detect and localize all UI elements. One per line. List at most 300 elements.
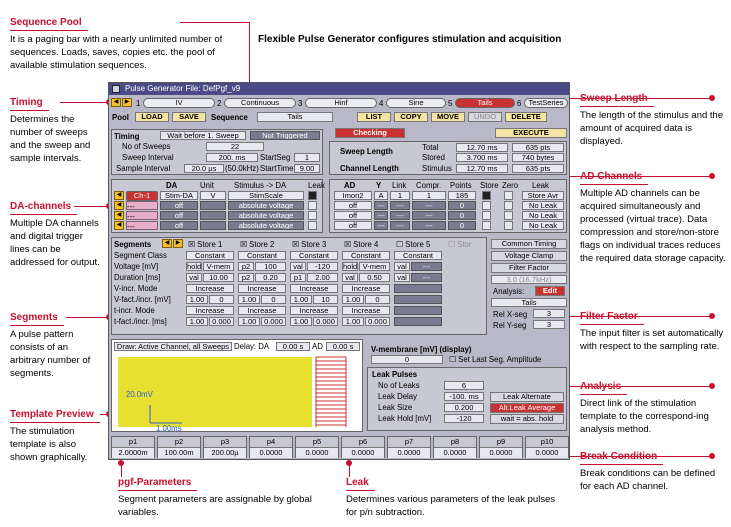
list-button[interactable]: LIST bbox=[357, 112, 391, 122]
ad-y-field[interactable]: --- bbox=[374, 221, 388, 230]
param-value[interactable]: 0.0000 bbox=[526, 447, 568, 458]
annotation-text: The input filter is set automatically with respect to the sampling rate. bbox=[580, 327, 724, 352]
connector-line bbox=[570, 98, 712, 99]
ad-compr-field[interactable]: --- bbox=[412, 201, 446, 210]
analysis-method-select[interactable]: Tails bbox=[491, 298, 567, 307]
annotation-title: Leak bbox=[346, 476, 375, 491]
ad-select[interactable]: off bbox=[334, 221, 372, 230]
leak-alternate-toggle[interactable]: Leak Alternate bbox=[490, 392, 564, 402]
t-incr-mode[interactable]: Increase bbox=[238, 306, 286, 315]
copy-button[interactable]: COPY bbox=[394, 112, 428, 122]
annotation-title: Sequence Pool bbox=[10, 16, 88, 31]
annotation-title bbox=[580, 92, 654, 107]
ad-compr-field[interactable]: --- bbox=[412, 211, 446, 220]
param-value[interactable]: 0.0000 bbox=[296, 447, 338, 458]
da-channel-name-text: --- bbox=[127, 202, 135, 211]
store-label: Stor bbox=[457, 240, 472, 249]
total-ms-readout: 12.70 ms bbox=[456, 143, 508, 152]
param-p1[interactable] bbox=[111, 436, 155, 458]
param-p9[interactable] bbox=[479, 436, 523, 458]
annotation-text: It is a paging bar with a nearly unlimited number of sequences. Loads, saves, copies etc. the pool of available stimulation sequences. bbox=[10, 33, 223, 72]
connector-line bbox=[570, 316, 712, 317]
v-incr-field[interactable]: 0 bbox=[261, 295, 286, 304]
sample-interval-field[interactable]: 20.0 µs bbox=[184, 164, 224, 173]
ad-y-field[interactable]: --- bbox=[374, 211, 388, 220]
da-channel-name[interactable] bbox=[126, 221, 158, 230]
tab-number: 6 bbox=[517, 99, 522, 108]
connector-dot bbox=[709, 173, 715, 179]
segment-class-select[interactable]: Constant bbox=[238, 251, 286, 260]
wait-abs-hold-toggle[interactable]: wait = abs. hold bbox=[490, 414, 564, 424]
annotation-text: The stimulation template is also shown graphically. bbox=[10, 425, 88, 464]
execute-button[interactable]: EXECUTE bbox=[495, 128, 567, 138]
segment-row-label: Voltage [mV] bbox=[114, 262, 159, 271]
annotation-text: Direct link of the stimulation template to the correspond-ing analysis method. bbox=[580, 397, 709, 436]
delay-da-label: Delay: DA bbox=[234, 342, 270, 351]
param-p2[interactable] bbox=[157, 436, 201, 458]
page-left-icon[interactable]: ◀ bbox=[111, 98, 121, 107]
total-pts-readout: 635 pts bbox=[512, 143, 564, 152]
template-preview bbox=[111, 339, 363, 432]
annotation-title: DA-channels bbox=[10, 200, 77, 215]
param-p4[interactable] bbox=[249, 436, 293, 458]
v-fact-field[interactable] bbox=[394, 295, 442, 304]
annotation-da-channels bbox=[10, 200, 102, 269]
ad-points-field[interactable]: 0 bbox=[448, 201, 476, 210]
duration-field[interactable]: 0.50 bbox=[359, 273, 390, 282]
delay-ad-field[interactable]: 0.00 s bbox=[326, 342, 360, 351]
connector-dot bbox=[118, 460, 124, 466]
pool-label: Pool bbox=[112, 113, 129, 122]
sweep-interval-field[interactable]: 200. ms bbox=[206, 153, 258, 162]
param-name: p1 bbox=[128, 437, 138, 446]
startseg-label: StartSeg bbox=[260, 153, 291, 162]
ad-points-field[interactable]: 0 bbox=[448, 221, 476, 230]
v-incr-mode[interactable]: Increase bbox=[290, 284, 338, 293]
leak-delay-field[interactable]: -100. ms bbox=[444, 392, 484, 401]
sweep-length-panel bbox=[329, 141, 567, 175]
rel-y-seg-field[interactable]: 3 bbox=[533, 320, 565, 329]
rel-y-seg-label: Rel Y-seg bbox=[493, 321, 527, 330]
param-name: p9 bbox=[496, 437, 506, 446]
da-channel-name[interactable] bbox=[126, 201, 158, 210]
t-fact-field[interactable]: 1.00 bbox=[290, 317, 312, 326]
duration-field[interactable]: 0.20 bbox=[255, 273, 286, 282]
leak-checkbox[interactable] bbox=[308, 201, 317, 210]
store-6-checkbox[interactable]: ☐ Stor bbox=[448, 240, 472, 249]
store-checkbox[interactable] bbox=[482, 221, 491, 230]
alt-leak-average-toggle[interactable]: Alt.Leak Average bbox=[490, 403, 564, 413]
param-value[interactable]: 100.00m bbox=[158, 447, 200, 458]
connector-line bbox=[180, 22, 250, 23]
connector-line bbox=[74, 206, 108, 207]
connector-dot bbox=[709, 453, 715, 459]
link-header: Link bbox=[392, 181, 407, 190]
tab-number: 3 bbox=[298, 99, 303, 108]
store-label: Store 4 bbox=[353, 240, 379, 249]
ad-y-field[interactable]: A bbox=[374, 191, 388, 200]
leak-header: Leak bbox=[532, 181, 549, 190]
sample-rate-readout: (50.0kHz) bbox=[225, 164, 259, 173]
startseg-field[interactable]: 1 bbox=[294, 153, 320, 162]
annotation-analysis bbox=[580, 380, 726, 436]
annotation-template-preview bbox=[10, 408, 106, 464]
trigger-mode-toggle[interactable]: Not Triggered bbox=[250, 131, 320, 140]
param-value[interactable]: 2.0000m bbox=[112, 447, 154, 458]
sweep-interval-label: Sweep Interval bbox=[122, 153, 174, 162]
stimulus-pts-readout: 635 pts bbox=[512, 164, 564, 173]
duration-field[interactable]: 10.00 bbox=[203, 273, 234, 282]
t-incr-mode[interactable]: Increase bbox=[342, 306, 390, 315]
voltage-field[interactable]: -120 bbox=[307, 262, 338, 271]
zero-checkbox[interactable] bbox=[504, 191, 513, 200]
timing-panel bbox=[111, 129, 323, 175]
leak-checkbox[interactable] bbox=[308, 221, 317, 230]
segment-row-label: V-incr. Mode bbox=[114, 284, 158, 293]
v-incr-mode[interactable]: Increase bbox=[342, 284, 390, 293]
ad-select[interactable]: off bbox=[334, 201, 372, 210]
sweep-length-label: Sweep Length bbox=[340, 147, 393, 156]
leak-header: Leak bbox=[308, 181, 325, 190]
wait-before-sweep-toggle[interactable]: Wait before 1. Sweep bbox=[160, 131, 246, 140]
annotation-text: Multiple AD channels can be acquired simultaneously and processed (virtual trace). Data compression and store/non-store flags on individual traces reduces the required data storage capacity. bbox=[580, 187, 726, 265]
da-channel-name[interactable]: Ch-1 bbox=[126, 191, 158, 201]
ad-link-field[interactable]: --- bbox=[390, 201, 410, 210]
stored-ms-readout: 3.700 ms bbox=[456, 153, 508, 162]
sequence-name-field[interactable]: Tails bbox=[257, 112, 333, 122]
store-label: Store 3 bbox=[301, 240, 327, 249]
ad-link-field[interactable]: 1 bbox=[390, 191, 410, 200]
tab-iv[interactable]: IV bbox=[143, 98, 215, 108]
annotation-leak bbox=[346, 476, 558, 519]
t-incr-mode[interactable] bbox=[394, 306, 442, 315]
zero-checkbox[interactable] bbox=[504, 221, 513, 230]
annotation-text: Determines various parameters of the leak pulses for p/n subtraction. bbox=[346, 493, 556, 518]
tab-hinf[interactable]: Hinf bbox=[305, 98, 377, 108]
voltage-mode[interactable]: hold bbox=[187, 262, 202, 271]
starttime-field[interactable]: 9.00 bbox=[294, 164, 320, 173]
param-name: p2 bbox=[174, 437, 184, 446]
headline: Flexible Pulse Generator configures stimulation and acquisition bbox=[258, 34, 562, 45]
segment-class-select[interactable]: Constant bbox=[186, 251, 234, 260]
save-button[interactable]: SAVE bbox=[172, 112, 206, 122]
no-of-leaks-field[interactable]: 6 bbox=[444, 381, 484, 390]
draw-mode-select[interactable]: Draw: Active Channel, all Sweeps bbox=[114, 342, 232, 351]
leak-checkbox[interactable] bbox=[308, 191, 317, 200]
duration-field[interactable]: 2.00 bbox=[307, 273, 338, 282]
timing-title: Timing bbox=[114, 132, 140, 141]
window-title: Pulse Generator File: DefPgf_v9 bbox=[125, 84, 241, 93]
annotation-ad-channels bbox=[580, 170, 726, 265]
param-value[interactable]: 200.00µ bbox=[204, 447, 246, 458]
v-fact-field[interactable]: 1.00 bbox=[290, 295, 312, 304]
voltage-field[interactable]: --- bbox=[411, 262, 442, 271]
da-unit[interactable] bbox=[200, 211, 226, 220]
sample-interval-label: Sample Interval bbox=[116, 164, 171, 173]
leak-panel bbox=[367, 367, 567, 431]
annotation-segments bbox=[10, 311, 102, 380]
leak-hold-label: Leak Hold [mV] bbox=[378, 414, 432, 423]
tab-number: 4 bbox=[379, 99, 384, 108]
da-unit[interactable] bbox=[200, 201, 226, 210]
voltage-field[interactable]: V-mem bbox=[203, 262, 234, 271]
segment-left-icon[interactable]: ◀ bbox=[162, 239, 172, 248]
set-last-seg-checkbox[interactable]: ☐ Set Last Seg. Amplitude bbox=[449, 355, 542, 364]
param-name: p10 bbox=[540, 437, 554, 446]
analysis-label: Analysis: bbox=[493, 287, 525, 296]
segment-row-label: t-incr. Mode bbox=[114, 306, 155, 315]
da-select[interactable]: Stim-DA bbox=[160, 191, 198, 200]
da-row-toggle-icon[interactable]: ◀ bbox=[114, 221, 124, 230]
t-fact-field[interactable]: 1.00 bbox=[342, 317, 364, 326]
t-incr-field[interactable]: 0.000 bbox=[365, 317, 390, 326]
page-right-icon[interactable]: ▶ bbox=[122, 98, 132, 107]
compr-header: Compr. bbox=[416, 181, 442, 190]
segment-row-label: Duration [ms] bbox=[114, 273, 161, 282]
stored-label: Stored bbox=[422, 153, 445, 162]
segment-row-label: V-fact./incr. [mV] bbox=[114, 295, 171, 304]
annotation-title bbox=[580, 450, 663, 465]
param-value[interactable]: 0.0000 bbox=[434, 447, 476, 458]
t-incr-mode[interactable]: Increase bbox=[290, 306, 338, 315]
leak-checkbox[interactable] bbox=[308, 211, 317, 220]
v-membrane-label: V-membrane [mV] (display) bbox=[371, 345, 472, 354]
da-unit[interactable]: V bbox=[200, 191, 226, 200]
stimulus-ms-readout: 12.70 ms bbox=[456, 164, 508, 173]
param-name: p5 bbox=[312, 437, 322, 446]
edit-analysis-button[interactable]: Edit bbox=[535, 286, 565, 296]
da-channel-name-text: --- bbox=[127, 222, 135, 231]
template-sweeps bbox=[316, 357, 346, 427]
points-header: Points bbox=[450, 181, 472, 190]
da-select[interactable]: off bbox=[160, 211, 198, 220]
store-1-checkbox[interactable]: ☒ Store 1 bbox=[188, 240, 223, 249]
ad-leak-select[interactable]: Store Avr bbox=[522, 191, 564, 200]
ad-points-field[interactable]: 0 bbox=[448, 211, 476, 220]
zero-header: Zero bbox=[502, 181, 519, 190]
segment-class-select[interactable]: Constant bbox=[394, 251, 442, 260]
stimulus-mode[interactable]: StimScale bbox=[228, 191, 304, 200]
annotation-text: The length of the stimulus and the amount of acquired data is displayed. bbox=[580, 109, 724, 148]
no-sweeps-label: No of Sweeps bbox=[122, 142, 171, 151]
leak-size-field[interactable]: 0.200 bbox=[444, 403, 484, 412]
v-incr-mode[interactable]: Increase bbox=[238, 284, 286, 293]
pgf-parameter-row bbox=[111, 436, 567, 458]
store-checkbox[interactable] bbox=[482, 191, 491, 200]
param-name: p8 bbox=[450, 437, 460, 446]
connector-dot bbox=[709, 383, 715, 389]
store-header: Store bbox=[480, 181, 499, 190]
annotation-title: Segments bbox=[10, 311, 64, 326]
annotation-text: Segment parameters are assignable by global variables. bbox=[118, 493, 312, 518]
annotation-timing bbox=[10, 96, 102, 165]
store-checkbox[interactable] bbox=[482, 211, 491, 220]
move-button[interactable]: MOVE bbox=[431, 112, 465, 122]
store-2-checkbox[interactable]: ☒ Store 2 bbox=[240, 240, 275, 249]
t-incr-field[interactable]: 0.000 bbox=[261, 317, 286, 326]
v-fact-field[interactable]: 1.00 bbox=[238, 295, 260, 304]
ad-select[interactable]: off bbox=[334, 211, 372, 220]
window-title-bar bbox=[109, 83, 569, 95]
voltage-mode[interactable]: val bbox=[290, 262, 306, 271]
voltage-field[interactable]: 100 bbox=[255, 262, 286, 271]
duration-mode[interactable]: val bbox=[342, 273, 358, 282]
starttime-label: StartTime bbox=[260, 164, 294, 173]
sequence-label: Sequence bbox=[211, 113, 248, 122]
v-incr-field[interactable]: 0 bbox=[365, 295, 390, 304]
leak-size-label: Leak Size bbox=[378, 403, 413, 412]
connector-line bbox=[60, 102, 108, 103]
segment-class-select[interactable]: Constant bbox=[342, 251, 390, 260]
ad-compr-field[interactable]: --- bbox=[412, 221, 446, 230]
t-fact-field[interactable]: 1.00 bbox=[186, 317, 208, 326]
voltage-mode[interactable]: val bbox=[394, 262, 410, 271]
annotation-text: Break conditions can be defined for each AD channel. bbox=[580, 467, 716, 492]
param-value[interactable]: 0.0000 bbox=[342, 447, 384, 458]
filter-factor-field[interactable]: 3.0 (16.7kHz) bbox=[491, 275, 567, 284]
duration-mode[interactable]: p1 bbox=[290, 273, 306, 282]
ad-link-field[interactable]: --- bbox=[390, 211, 410, 220]
total-label: Total bbox=[422, 143, 439, 152]
leak-pulses-title: Leak Pulses bbox=[372, 370, 418, 379]
v-incr-field[interactable]: 10 bbox=[313, 295, 338, 304]
duration-mode[interactable]: val bbox=[394, 273, 410, 282]
common-timing-button[interactable]: Common Timing bbox=[491, 239, 567, 249]
connector-dot bbox=[709, 95, 715, 101]
da-channel-name[interactable] bbox=[126, 211, 158, 220]
v-fact-field[interactable]: 1.00 bbox=[186, 295, 208, 304]
duration-field[interactable]: --- bbox=[411, 273, 442, 282]
ad-header: AD bbox=[344, 181, 356, 190]
annotation-title bbox=[580, 310, 644, 325]
param-p7[interactable] bbox=[387, 436, 431, 458]
param-p5[interactable] bbox=[295, 436, 339, 458]
stimulus-mode[interactable]: absolute voltage bbox=[228, 201, 304, 210]
close-icon[interactable] bbox=[112, 85, 120, 93]
annotation-title bbox=[580, 380, 627, 395]
leak-hold-field[interactable]: -120 bbox=[444, 414, 484, 423]
tab-continuous[interactable]: Continuous bbox=[224, 98, 296, 108]
voltage-clamp-button[interactable]: Voltage Clamp bbox=[491, 251, 567, 261]
stimulus-mode[interactable]: absolute voltage bbox=[228, 211, 304, 220]
annotation-text: Determines the number of sweeps and the sweep and sample intervals. bbox=[10, 113, 91, 165]
t-incr-field[interactable]: 0.000 bbox=[209, 317, 234, 326]
store-4-checkbox[interactable]: ☒ Store 4 bbox=[344, 240, 379, 249]
load-button[interactable]: LOAD bbox=[135, 112, 169, 122]
da-row-toggle-icon[interactable]: ◀ bbox=[114, 211, 124, 220]
store-5-checkbox[interactable]: ☐ Store 5 bbox=[396, 240, 431, 249]
da-row-toggle-icon[interactable]: ◀ bbox=[114, 201, 124, 210]
connector-dot bbox=[346, 460, 352, 466]
voltage-scale-label: 20.0mV bbox=[126, 390, 153, 399]
t-incr-mode[interactable]: Increase bbox=[186, 306, 234, 315]
annotation-text: A pulse pattern consists of an arbitrary number of segments. bbox=[10, 328, 91, 380]
no-sweeps-field[interactable]: 22 bbox=[206, 142, 264, 151]
ad-leak-select[interactable]: No Leak bbox=[522, 221, 564, 230]
tab-sine[interactable]: Sine bbox=[386, 98, 446, 108]
param-value[interactable]: 0.0000 bbox=[388, 447, 430, 458]
da-select[interactable]: off bbox=[160, 221, 198, 230]
zero-checkbox[interactable] bbox=[504, 211, 513, 220]
param-p10[interactable] bbox=[525, 436, 569, 458]
no-of-leaks-label: No of Leaks bbox=[378, 381, 420, 390]
segment-right-icon[interactable]: ▶ bbox=[173, 239, 183, 248]
ad-leak-select[interactable]: No Leak bbox=[522, 201, 564, 210]
da-channel-name-text: --- bbox=[127, 212, 135, 221]
da-channels-panel bbox=[111, 179, 323, 233]
ad-select[interactable]: Imon2 bbox=[334, 191, 372, 200]
param-p6[interactable] bbox=[341, 436, 385, 458]
tab-number: 5 bbox=[448, 99, 453, 108]
tab-number: 1 bbox=[136, 99, 141, 108]
annotation-sweep-length bbox=[580, 92, 726, 148]
duration-mode[interactable]: val bbox=[186, 273, 202, 282]
da-row-toggle-icon[interactable]: ◀ bbox=[114, 191, 124, 200]
v-incr-field[interactable]: 0 bbox=[209, 295, 234, 304]
duration-mode[interactable]: p2 bbox=[238, 273, 254, 282]
ad-points-field[interactable]: 185 bbox=[448, 191, 476, 200]
delete-button[interactable]: DELETE bbox=[505, 112, 547, 122]
da-select[interactable]: off bbox=[160, 201, 198, 210]
t-fact-field[interactable]: 1.00 bbox=[238, 317, 260, 326]
ad-link-field[interactable]: --- bbox=[390, 221, 410, 230]
store-3-checkbox[interactable]: ☒ Store 3 bbox=[292, 240, 327, 249]
filter-factor-label: Filter Factor bbox=[491, 263, 567, 273]
annotation-title: Timing bbox=[10, 96, 49, 111]
v-incr-mode[interactable]: Increase bbox=[186, 284, 234, 293]
voltage-field[interactable]: V-mem bbox=[359, 262, 390, 271]
ad-channels-panel bbox=[329, 179, 567, 233]
voltage-mode[interactable]: hold bbox=[343, 262, 358, 271]
zero-checkbox[interactable] bbox=[504, 201, 513, 210]
segment-class-select[interactable]: Constant bbox=[290, 251, 338, 260]
ad-compr-field[interactable]: 1 bbox=[412, 191, 446, 200]
voltage-mode[interactable]: p2 bbox=[238, 262, 254, 271]
param-value[interactable]: 0.0000 bbox=[250, 447, 292, 458]
param-value[interactable]: 0.0000 bbox=[480, 447, 522, 458]
t-incr-field[interactable]: 0.000 bbox=[313, 317, 338, 326]
undo-button[interactable]: UNDO bbox=[468, 112, 502, 122]
connector-line bbox=[570, 386, 712, 387]
delay-da-field[interactable]: 0.00 s bbox=[276, 342, 310, 351]
da-header: DA bbox=[166, 181, 178, 190]
stimulus-da-header: Stimulus -> DA bbox=[234, 181, 287, 190]
ad-y-field[interactable]: --- bbox=[374, 201, 388, 210]
tab-testseries[interactable]: TestSeries bbox=[524, 98, 568, 108]
stimulus-label: Stimulus bbox=[422, 164, 452, 173]
stimulus-mode[interactable]: absolute voltage bbox=[228, 221, 304, 230]
ad-leak-select[interactable]: No Leak bbox=[522, 211, 564, 220]
channel-length-label: Channel Length bbox=[340, 164, 399, 173]
segments-title: Segments bbox=[114, 240, 152, 249]
store-checkbox[interactable] bbox=[482, 201, 491, 210]
rel-x-seg-field[interactable]: 3 bbox=[533, 309, 565, 318]
param-p8[interactable] bbox=[433, 436, 477, 458]
tab-tails[interactable]: Tails bbox=[455, 98, 515, 108]
store-label: Store 5 bbox=[405, 240, 431, 249]
y-header: Y bbox=[376, 181, 382, 190]
pulse-generator-window bbox=[108, 82, 570, 460]
v-incr-mode[interactable] bbox=[394, 284, 442, 293]
annotation-text: Multiple DA channels and digital trigger lines can be addressed for output. bbox=[10, 217, 100, 269]
param-p3[interactable] bbox=[203, 436, 247, 458]
t-fact-field[interactable] bbox=[394, 317, 442, 326]
param-name: p4 bbox=[266, 437, 276, 446]
checking-button[interactable]: Checking bbox=[335, 128, 405, 138]
da-unit[interactable] bbox=[200, 221, 226, 230]
v-fact-field[interactable]: 1.00 bbox=[342, 295, 364, 304]
v-membrane-field[interactable]: 0 bbox=[371, 355, 443, 364]
